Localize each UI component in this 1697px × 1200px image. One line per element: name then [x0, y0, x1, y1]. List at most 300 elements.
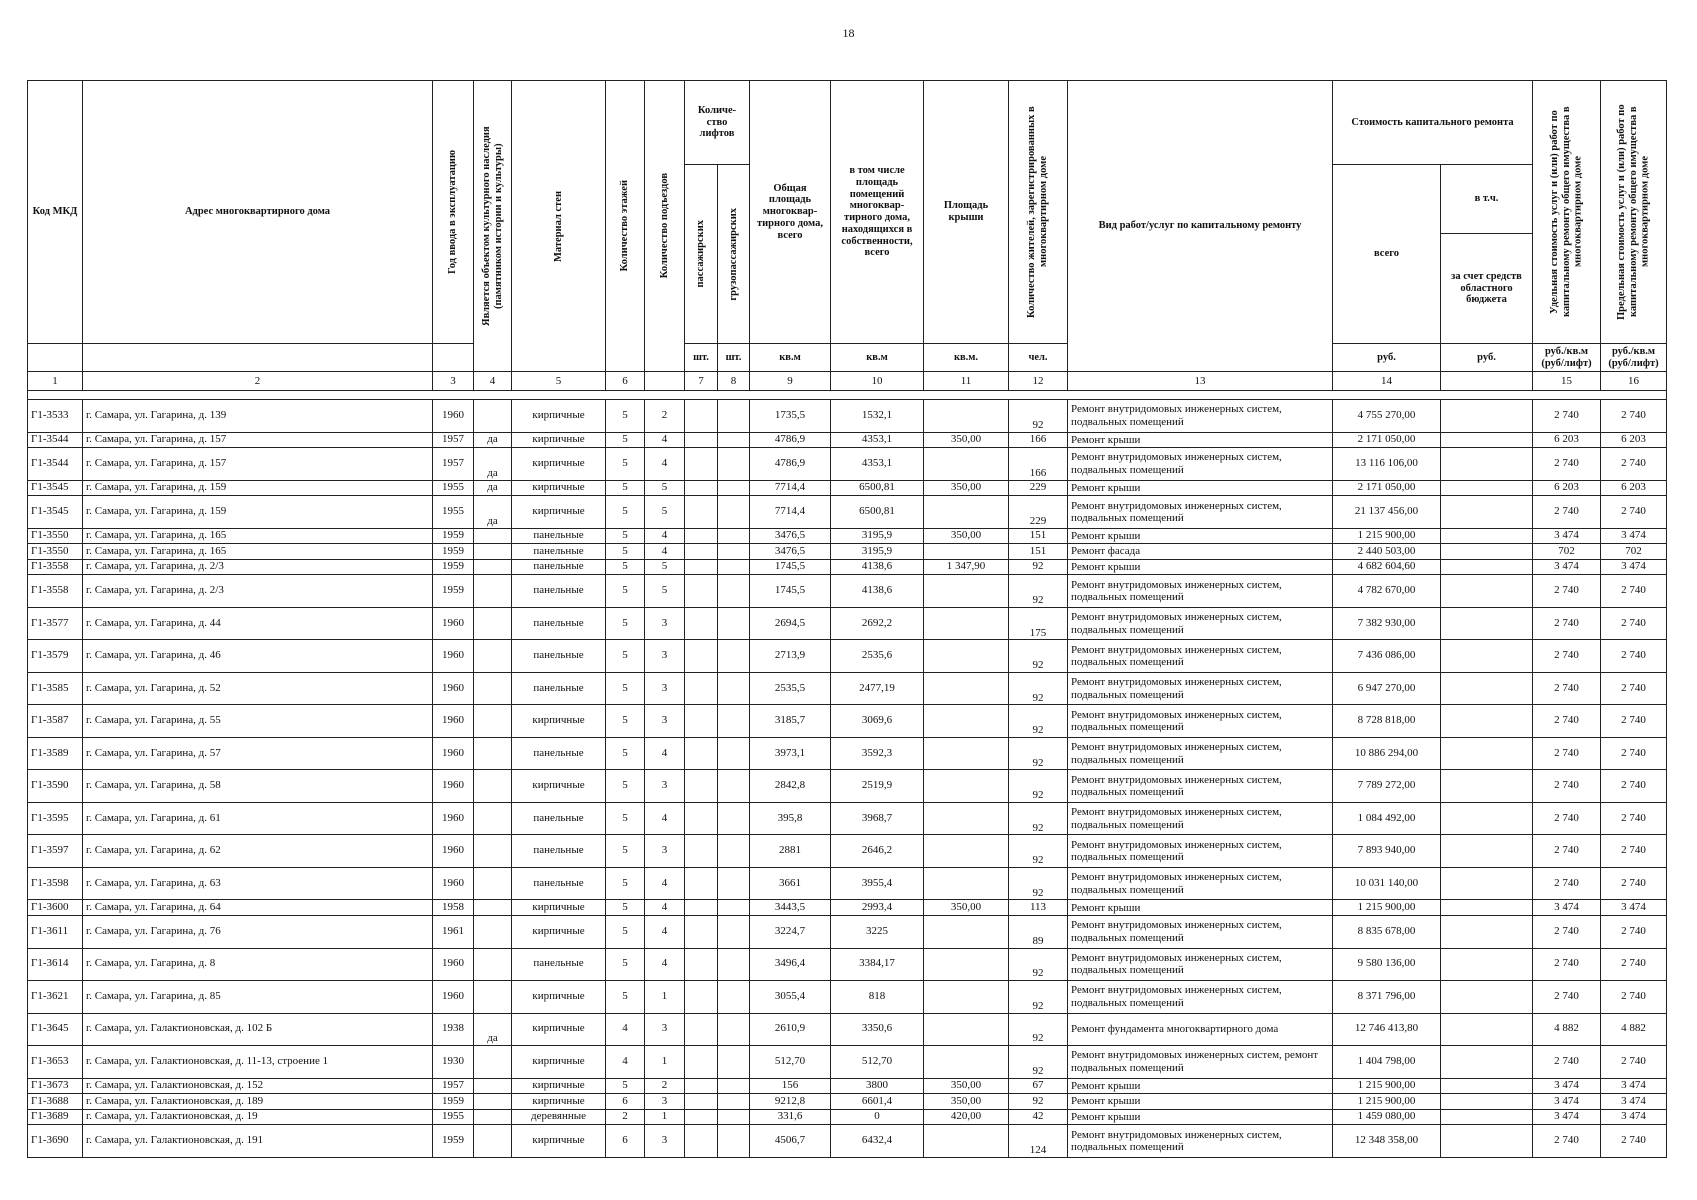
cell-residents: 175	[1009, 607, 1068, 640]
cell-lp	[685, 640, 718, 673]
column-index-cell: 1	[28, 372, 83, 391]
cell-residents: 92	[1009, 835, 1068, 868]
cell-cost: 21 137 456,00	[1333, 496, 1441, 529]
cell-work: Ремонт внутридомовых инженерных систем, подвальных помещений	[1068, 607, 1333, 640]
header-lifts-cargo	[718, 165, 750, 344]
cell-unit: 3 474	[1533, 900, 1601, 916]
cell-floors: 5	[606, 1078, 645, 1094]
cell-max: 2 740	[1601, 981, 1667, 1014]
cell-entrances: 4	[645, 948, 685, 981]
cell-lc	[718, 496, 750, 529]
cell-owned: 3955,4	[831, 867, 924, 900]
cell-cost: 4 682 604,60	[1333, 559, 1441, 575]
cell-max: 2 740	[1601, 705, 1667, 738]
cell-total: 3224,7	[750, 916, 831, 949]
cell-cost: 2 440 503,00	[1333, 544, 1441, 560]
cell-wall: кирпичные	[512, 1078, 606, 1094]
cell-total: 4786,9	[750, 448, 831, 481]
header-cost-regional: за счет средств областного бюджета	[1441, 234, 1533, 344]
cell-floors: 6	[606, 1125, 645, 1158]
cell-total: 1735,5	[750, 400, 831, 433]
cell-max: 2 740	[1601, 496, 1667, 529]
cell-lp	[685, 1013, 718, 1046]
header-wall-label: Материал стен	[552, 190, 564, 262]
table-row	[28, 607, 1667, 640]
header-work: Вид работ/услуг по капитальному ремонту	[1068, 81, 1333, 372]
cell-heritage	[474, 916, 512, 949]
cell-year: 1957	[433, 448, 474, 481]
cell-floors: 5	[606, 672, 645, 705]
cell-cost: 10 031 140,00	[1333, 867, 1441, 900]
unit-sqm-2: кв.м	[831, 344, 924, 372]
table-row	[28, 705, 1667, 738]
cell-year: 1960	[433, 607, 474, 640]
table-row	[28, 867, 1667, 900]
cell-work: Ремонт крыши	[1068, 528, 1333, 544]
cell-max: 3 474	[1601, 1094, 1667, 1110]
cell-lp	[685, 672, 718, 705]
cell-unit: 2 740	[1533, 867, 1601, 900]
cell-year: 1958	[433, 900, 474, 916]
cell-entrances: 3	[645, 1094, 685, 1110]
table-row	[28, 640, 1667, 673]
cell-residents: 229	[1009, 496, 1068, 529]
cell-wall: кирпичные	[512, 1013, 606, 1046]
cell-floors: 5	[606, 575, 645, 608]
cell-residents: 92	[1009, 1094, 1068, 1110]
header-max-cost-label: Предельная стоимость услуг и (или) работ по капитальному ремонту общего имущества в многоквартирном доме	[1615, 104, 1651, 320]
cell-lc	[718, 528, 750, 544]
cell-address: г. Самара, ул. Галактионовская, д. 11-13, строение 1	[83, 1046, 433, 1079]
cell-regional	[1441, 705, 1533, 738]
table-row	[28, 1094, 1667, 1110]
cell-cost: 1 215 900,00	[1333, 900, 1441, 916]
cell-kod: Г1-3577	[28, 607, 83, 640]
cell-entrances: 3	[645, 770, 685, 803]
cell-regional	[1441, 448, 1533, 481]
header-cost: Стоимость капитального ремонта	[1333, 81, 1533, 165]
cell-work: Ремонт внутридомовых инженерных систем, подвальных помещений	[1068, 916, 1333, 949]
cell-heritage: да	[474, 1013, 512, 1046]
cell-roof	[924, 1125, 1009, 1158]
cell-owned: 6432,4	[831, 1125, 924, 1158]
cell-lp	[685, 432, 718, 448]
cell-roof	[924, 448, 1009, 481]
cell-entrances: 3	[645, 1125, 685, 1158]
cell-entrances: 4	[645, 737, 685, 770]
cell-regional	[1441, 802, 1533, 835]
cell-roof	[924, 981, 1009, 1014]
cell-max: 2 740	[1601, 607, 1667, 640]
cell-floors: 5	[606, 948, 645, 981]
cell-work: Ремонт крыши	[1068, 432, 1333, 448]
cell-regional	[1441, 1013, 1533, 1046]
cell-kod: Г1-3688	[28, 1094, 83, 1110]
cell-max: 3 474	[1601, 1109, 1667, 1125]
cell-residents: 92	[1009, 770, 1068, 803]
cell-max: 2 740	[1601, 640, 1667, 673]
cell-wall: кирпичные	[512, 900, 606, 916]
cell-roof: 350,00	[924, 480, 1009, 496]
cell-year: 1955	[433, 496, 474, 529]
cell-kod: Г1-3558	[28, 575, 83, 608]
cell-heritage	[474, 705, 512, 738]
cell-lp	[685, 1125, 718, 1158]
cell-total: 4786,9	[750, 432, 831, 448]
cell-total: 512,70	[750, 1046, 831, 1079]
cell-work: Ремонт крыши	[1068, 1094, 1333, 1110]
table-row	[28, 737, 1667, 770]
cell-max: 2 740	[1601, 867, 1667, 900]
cell-heritage	[474, 867, 512, 900]
cell-address: г. Самара, ул. Гагарина, д. 165	[83, 528, 433, 544]
cell-unit: 6 203	[1533, 432, 1601, 448]
header-max-cost	[1601, 81, 1667, 344]
cell-address: г. Самара, ул. Гагарина, д. 57	[83, 737, 433, 770]
capital-repair-table	[27, 80, 1667, 1158]
cell-year: 1959	[433, 528, 474, 544]
cell-regional	[1441, 480, 1533, 496]
cell-kod: Г1-3590	[28, 770, 83, 803]
cell-wall: панельные	[512, 528, 606, 544]
cell-cost: 8 728 818,00	[1333, 705, 1441, 738]
header-heritage-label: Является объектом культурного наследия (памятником истории и культуры)	[480, 126, 504, 326]
spacer-row	[28, 391, 1667, 400]
cell-roof	[924, 496, 1009, 529]
cell-owned: 2993,4	[831, 900, 924, 916]
cell-address: г. Самара, ул. Гагарина, д. 159	[83, 480, 433, 496]
cell-unit: 2 740	[1533, 640, 1601, 673]
cell-heritage	[474, 1125, 512, 1158]
cell-roof	[924, 575, 1009, 608]
cell-year: 1960	[433, 981, 474, 1014]
cell-work: Ремонт внутридомовых инженерных систем, подвальных помещений	[1068, 640, 1333, 673]
cell-heritage: да	[474, 480, 512, 496]
cell-total: 3973,1	[750, 737, 831, 770]
unit-rub-1: руб.	[1333, 344, 1441, 372]
cell-cost: 1 215 900,00	[1333, 528, 1441, 544]
cell-kod: Г1-3585	[28, 672, 83, 705]
unit-rub-2: руб.	[1441, 344, 1533, 372]
cell-wall: панельные	[512, 544, 606, 560]
cell-lc	[718, 640, 750, 673]
cell-address: г. Самара, ул. Гагарина, д. 52	[83, 672, 433, 705]
cell-address: г. Самара, ул. Гагарина, д. 55	[83, 705, 433, 738]
cell-total: 3661	[750, 867, 831, 900]
cell-owned: 0	[831, 1109, 924, 1125]
cell-regional	[1441, 948, 1533, 981]
cell-roof	[924, 737, 1009, 770]
header-residents	[1009, 81, 1068, 344]
cell-unit: 2 740	[1533, 607, 1601, 640]
table-row	[28, 1013, 1667, 1046]
cell-floors: 6	[606, 1094, 645, 1110]
cell-residents: 92	[1009, 1046, 1068, 1079]
cell-regional	[1441, 770, 1533, 803]
header-roof-area: Площадь крыши	[924, 81, 1009, 344]
cell-max: 3 474	[1601, 900, 1667, 916]
cell-entrances: 4	[645, 432, 685, 448]
cell-regional	[1441, 575, 1533, 608]
cell-cost: 1 084 492,00	[1333, 802, 1441, 835]
cell-unit: 3 474	[1533, 559, 1601, 575]
cell-work: Ремонт внутридомовых инженерных систем, подвальных помещений	[1068, 1125, 1333, 1158]
cell-heritage	[474, 528, 512, 544]
cell-year: 1960	[433, 948, 474, 981]
column-index-cell: 4	[474, 372, 512, 391]
cell-floors: 5	[606, 835, 645, 868]
cell-heritage: да	[474, 496, 512, 529]
cell-max: 2 740	[1601, 916, 1667, 949]
cell-roof	[924, 802, 1009, 835]
table-row	[28, 948, 1667, 981]
cell-floors: 5	[606, 432, 645, 448]
cell-work: Ремонт фасада	[1068, 544, 1333, 560]
cell-unit: 3 474	[1533, 1078, 1601, 1094]
cell-heritage	[474, 672, 512, 705]
header-entrances	[645, 81, 685, 372]
cell-address: г. Самара, ул. Гагарина, д. 8	[83, 948, 433, 981]
cell-unit: 2 740	[1533, 1046, 1601, 1079]
cell-kod: Г1-3589	[28, 737, 83, 770]
cell-floors: 5	[606, 448, 645, 481]
cell-cost: 12 746 413,80	[1333, 1013, 1441, 1046]
cell-lc	[718, 1046, 750, 1079]
cell-regional	[1441, 1046, 1533, 1079]
header-wall	[512, 81, 606, 372]
cell-lp	[685, 916, 718, 949]
cell-owned: 3800	[831, 1078, 924, 1094]
cell-lc	[718, 802, 750, 835]
cell-floors: 5	[606, 496, 645, 529]
cell-cost: 8 371 796,00	[1333, 981, 1441, 1014]
cell-residents: 113	[1009, 900, 1068, 916]
cell-address: г. Самара, ул. Гагарина, д. 58	[83, 770, 433, 803]
cell-heritage	[474, 1094, 512, 1110]
cell-max: 2 740	[1601, 575, 1667, 608]
cell-entrances: 5	[645, 575, 685, 608]
cell-work: Ремонт внутридомовых инженерных систем, подвальных помещений	[1068, 448, 1333, 481]
cell-work: Ремонт внутридомовых инженерных систем, подвальных помещений	[1068, 496, 1333, 529]
cell-regional	[1441, 916, 1533, 949]
cell-max: 702	[1601, 544, 1667, 560]
cell-wall: кирпичные	[512, 400, 606, 433]
cell-year: 1957	[433, 432, 474, 448]
cell-unit: 3 474	[1533, 1094, 1601, 1110]
cell-heritage	[474, 544, 512, 560]
cell-roof: 350,00	[924, 432, 1009, 448]
cell-roof	[924, 1046, 1009, 1079]
cell-cost: 2 171 050,00	[1333, 432, 1441, 448]
cell-lc	[718, 835, 750, 868]
cell-regional	[1441, 1125, 1533, 1158]
cell-heritage	[474, 607, 512, 640]
cell-unit: 2 740	[1533, 400, 1601, 433]
cell-lp	[685, 900, 718, 916]
cell-kod: Г1-3600	[28, 900, 83, 916]
header-lifts-cargo-label: грузопассажирских	[727, 207, 739, 301]
cell-total: 2713,9	[750, 640, 831, 673]
cell-year: 1959	[433, 575, 474, 608]
column-index-cell	[645, 372, 685, 391]
cell-entrances: 1	[645, 981, 685, 1014]
cell-year: 1957	[433, 1078, 474, 1094]
cell-roof	[924, 640, 1009, 673]
cell-wall: панельные	[512, 607, 606, 640]
cell-owned: 6500,81	[831, 496, 924, 529]
cell-roof	[924, 1013, 1009, 1046]
table-row	[28, 544, 1667, 560]
cell-unit: 2 740	[1533, 835, 1601, 868]
cell-heritage: да	[474, 448, 512, 481]
cell-address: г. Самара, ул. Галактионовская, д. 102 Б	[83, 1013, 433, 1046]
cell-lp	[685, 607, 718, 640]
cell-owned: 4353,1	[831, 448, 924, 481]
cell-work: Ремонт внутридомовых инженерных систем, подвальных помещений	[1068, 835, 1333, 868]
cell-year: 1959	[433, 544, 474, 560]
cell-regional	[1441, 867, 1533, 900]
cell-work: Ремонт крыши	[1068, 900, 1333, 916]
header-unit-cost	[1533, 81, 1601, 344]
cell-lc	[718, 448, 750, 481]
cell-total: 2694,5	[750, 607, 831, 640]
cell-address: г. Самара, ул. Гагарина, д. 44	[83, 607, 433, 640]
cell-owned: 3968,7	[831, 802, 924, 835]
header-lifts-pass	[685, 165, 718, 344]
cell-wall: панельные	[512, 559, 606, 575]
cell-floors: 5	[606, 770, 645, 803]
cell-entrances: 4	[645, 900, 685, 916]
cell-entrances: 5	[645, 480, 685, 496]
cell-entrances: 3	[645, 705, 685, 738]
cell-residents: 92	[1009, 867, 1068, 900]
cell-total: 9212,8	[750, 1094, 831, 1110]
column-index-cell: 9	[750, 372, 831, 391]
column-index-cell: 2	[83, 372, 433, 391]
cell-kod: Г1-3614	[28, 948, 83, 981]
cell-owned: 2519,9	[831, 770, 924, 803]
cell-residents: 92	[1009, 1013, 1068, 1046]
cell-max: 4 882	[1601, 1013, 1667, 1046]
cell-lp	[685, 948, 718, 981]
cell-year: 1960	[433, 835, 474, 868]
cell-address: г. Самара, ул. Гагарина, д. 157	[83, 432, 433, 448]
cell-address: г. Самара, ул. Гагарина, д. 64	[83, 900, 433, 916]
cell-unit: 2 740	[1533, 1125, 1601, 1158]
cell-lc	[718, 1109, 750, 1125]
column-index-cell: 7	[685, 372, 718, 391]
cell-wall: кирпичные	[512, 1125, 606, 1158]
cell-cost: 1 404 798,00	[1333, 1046, 1441, 1079]
cell-kod: Г1-3645	[28, 1013, 83, 1046]
cell-owned: 2646,2	[831, 835, 924, 868]
cell-floors: 5	[606, 867, 645, 900]
cell-wall: панельные	[512, 867, 606, 900]
cell-cost: 7 789 272,00	[1333, 770, 1441, 803]
cell-work: Ремонт внутридомовых инженерных систем, подвальных помещений	[1068, 981, 1333, 1014]
cell-residents: 92	[1009, 981, 1068, 1014]
table-row	[28, 480, 1667, 496]
cell-year: 1960	[433, 672, 474, 705]
cell-owned: 3195,9	[831, 544, 924, 560]
cell-heritage: да	[474, 432, 512, 448]
cell-wall: панельные	[512, 835, 606, 868]
unit-sqm-1: кв.м	[750, 344, 831, 372]
cell-residents: 229	[1009, 480, 1068, 496]
cell-address: г. Самара, ул. Гагарина, д. 2/3	[83, 575, 433, 608]
cell-floors: 2	[606, 1109, 645, 1125]
header-cost-incl: в т.ч.	[1441, 165, 1533, 234]
cell-max: 2 740	[1601, 948, 1667, 981]
cell-wall: кирпичные	[512, 1094, 606, 1110]
cell-residents: 166	[1009, 432, 1068, 448]
cell-kod: Г1-3673	[28, 1078, 83, 1094]
cell-entrances: 2	[645, 1078, 685, 1094]
cell-lc	[718, 770, 750, 803]
cell-regional	[1441, 432, 1533, 448]
cell-total: 3443,5	[750, 900, 831, 916]
cell-cost: 7 893 940,00	[1333, 835, 1441, 868]
cell-regional	[1441, 1109, 1533, 1125]
cell-roof: 350,00	[924, 1078, 1009, 1094]
cell-wall: кирпичные	[512, 705, 606, 738]
header-total-area: Общая площадь многоквар-тирного дома, всего	[750, 81, 831, 344]
cell-max: 2 740	[1601, 1125, 1667, 1158]
cell-total: 2881	[750, 835, 831, 868]
cell-max: 3 474	[1601, 559, 1667, 575]
cell-work: Ремонт внутридомовых инженерных систем, подвальных помещений	[1068, 672, 1333, 705]
table-row	[28, 575, 1667, 608]
cell-kod: Г1-3558	[28, 559, 83, 575]
header-lifts-pass-label: пассажирских	[695, 220, 707, 288]
cell-unit: 2 740	[1533, 575, 1601, 608]
cell-owned: 4138,6	[831, 559, 924, 575]
cell-year: 1959	[433, 559, 474, 575]
cell-lc	[718, 900, 750, 916]
cell-roof: 420,00	[924, 1109, 1009, 1125]
table-header	[28, 81, 1667, 391]
cell-year: 1960	[433, 737, 474, 770]
cell-max: 2 740	[1601, 672, 1667, 705]
cell-roof: 1 347,90	[924, 559, 1009, 575]
cell-roof	[924, 607, 1009, 640]
cell-address: г. Самара, ул. Галактионовская, д. 191	[83, 1125, 433, 1158]
table-row	[28, 400, 1667, 433]
cell-residents: 92	[1009, 575, 1068, 608]
cell-kod: Г1-3533	[28, 400, 83, 433]
cell-address: г. Самара, ул. Галактионовская, д. 152	[83, 1078, 433, 1094]
cell-floors: 5	[606, 900, 645, 916]
cell-max: 6 203	[1601, 432, 1667, 448]
cell-floors: 5	[606, 544, 645, 560]
cell-owned: 3225	[831, 916, 924, 949]
cell-floors: 5	[606, 400, 645, 433]
cell-total: 3496,4	[750, 948, 831, 981]
cell-entrances: 3	[645, 835, 685, 868]
cell-regional	[1441, 900, 1533, 916]
cell-roof	[924, 948, 1009, 981]
cell-roof: 350,00	[924, 900, 1009, 916]
cell-max: 2 740	[1601, 737, 1667, 770]
cell-lp	[685, 705, 718, 738]
cell-owned: 2692,2	[831, 607, 924, 640]
cell-wall: панельные	[512, 672, 606, 705]
cell-owned: 4138,6	[831, 575, 924, 608]
cell-total: 3185,7	[750, 705, 831, 738]
cell-wall: панельные	[512, 802, 606, 835]
cell-entrances: 4	[645, 802, 685, 835]
cell-unit: 3 474	[1533, 1109, 1601, 1125]
